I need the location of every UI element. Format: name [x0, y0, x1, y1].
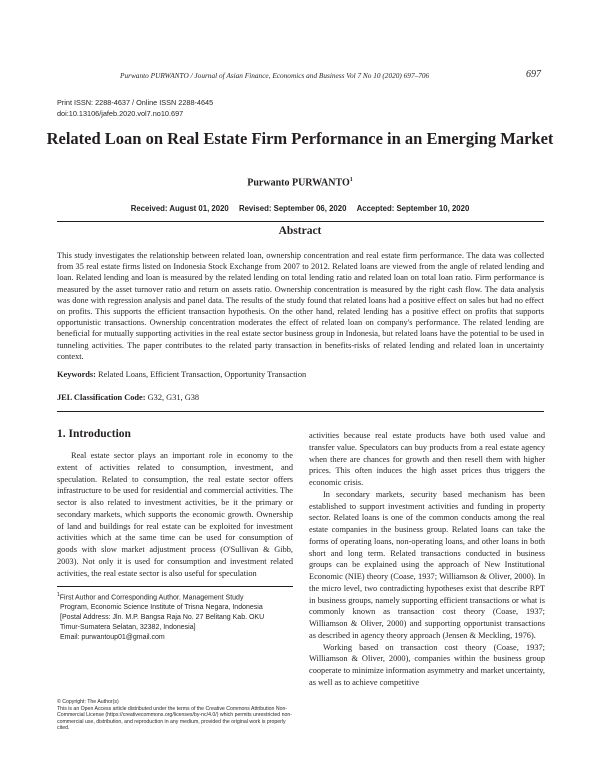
- page-number: 697: [526, 69, 541, 80]
- keywords-label: Keywords:: [57, 370, 96, 379]
- jel-value: G32, G31, G38: [147, 393, 200, 402]
- received-date: Received: August 01, 2020: [130, 204, 229, 213]
- jel-label: JEL Classification Code:: [57, 393, 146, 402]
- license-block: [57, 699, 293, 732]
- author-footnote: [57, 591, 293, 642]
- license-text: This is an Open Access article distributed under the terms of the Creative Commons Attribution Non-Commercial License (https://creativecommons.org/licenses/by-nc/4.0/) which permits unrestricted non-commercial use, distribution, and reproduction in any medium, provided the original work is properly cited.: [57, 705, 292, 732]
- intro-paragraph: Real estate sector plays an important role in economy to the extent of activities related to consumption, investment, and speculation. Related to consumption, the real estate sector offers infrastructure to be used for residential and commercial activities. The sector is also related to investment activities, be it the primary or secondary markets, which supports the economic growth. Ownership of land and buildings for real estate can be exploited for investment activities which at the same time can be used for consumption of goods with slow market adjustment process (O'Sullivan & Gibb, 2003). Not only it is used for consumption and investment related activities, the real estate sector is also useful for speculation: [57, 451, 293, 578]
- issn-block: [57, 98, 213, 119]
- intro-paragraph: In secondary markets, security based mechanism has been established to support investment activities and funding in property sector. Related loans is one of the common conducts among the real estate companies in the business group. Related loans can take the forms of operating loans, non-operating loans, and other loans in both short and long term. Related transactions conducted in business groups can be explained using the approach of New Institutional Economic (NIE) theory (Coase, 1937; Williamson & Oliver, 2000). In the micro level, two contradicting hypotheses exist that describe RPT in business groups, namely supporting efficient transactions or what is commonly known as transaction cost theory (Coase, 1937; Williamson & Oliver, 2000) and supporting opportunist transactions as described in agency theory approach (Jensen & Meckling, 1976).: [309, 489, 545, 640]
- left-column: [57, 450, 293, 579]
- footnote-rule: [57, 586, 293, 587]
- issn-line: Print ISSN: 2288-4637 / Online ISSN 2288-4645: [57, 98, 214, 107]
- running-header: Purwanto PURWANTO / Journal of Asian Finance, Economics and Business Vol 7 No 10 (2020) 697–706: [120, 71, 430, 80]
- dates-line: [40, 204, 560, 213]
- intro-paragraph-continued: activities because real estate products have both used value and transfer value. Speculators can buy products from a real estate agency when there are chances for growth and then resell them with higher prices. This often induces the high asset prices thus triggers the economic crisis.: [309, 431, 545, 487]
- abstract-heading: Abstract: [278, 225, 322, 237]
- doi-line: doi:10.13106/jafeb.2020.vol7.no10.697: [57, 108, 184, 118]
- copyright-line: © Copyright: The Author(s): [57, 699, 119, 705]
- author-name: Purwanto PURWANTO: [247, 177, 350, 189]
- footnote-line: [Postal Address: Jln. M.P. Bangsa Raja No. 27 Belitang Kab. OKU: [60, 613, 265, 621]
- abstract-bottom-rule: [57, 411, 544, 412]
- keywords-value: Related Loans, Efficient Transaction, Opportunity Transaction: [98, 370, 307, 379]
- jel-line: [57, 393, 544, 402]
- top-rule: [57, 221, 544, 222]
- article-title: Related Loan on Real Estate Firm Performance in an Emerging Market: [46, 129, 554, 148]
- section-heading-introduction: 1. Introduction: [57, 428, 131, 440]
- abstract-text: This study investigates the relationship between related loan, ownership concentration and real estate firm performance. The data was collected from 35 real estate firms listed on Indonesia Stock Exchange from 2007 to 2012. Related loans are viewed from the angle of related lending and loan. Related lending and loan is measured by the related lending on total lending ratio and related loan on total loan ratio. Firm performance is measured by the asset turnover ratio and return on assets ratio. Ownership concentration is measured by the right cash flow. The data analysis was done with regression analysis and panel data. The results of the study found that related loans had a positive effect on sales but had no effect on profits. This supports the efficient transaction hypothesis. On the other hand, related lending has a positive effect on profits that supports opportunistic transactions. Ownership concentration moderates the effect of related loan on company's performance. The related lending are beneficial for mutually supporting activities in the real estate sector business group in Indonesia, but related loans have the potential to be used in tunneling activities. The paper contributes to the related party transaction in benefits-risks of related lending and related loan in uncertainty context.: [57, 251, 544, 361]
- revised-date: Revised: September 06, 2020: [238, 204, 347, 213]
- footnote-mark: 1: [57, 592, 60, 598]
- footnote-line: Timur-Sumatera Selatan, 32382, Indonesia]: [60, 623, 196, 631]
- footnote-email: Email: purwantoup01@gmail.com: [60, 633, 165, 641]
- keywords-line: [57, 370, 544, 379]
- right-column: [309, 430, 545, 689]
- intro-paragraph: Working based on transaction cost theory (Coase, 1937; Williamson & Oliver, 2000), companies within the business group cooperate to minimize information asymmetry and market uncertainty, as well as to achieve competitive: [309, 642, 545, 687]
- footnote-line: $^1$First Author and Corresponding Author. Management Study: [57, 592, 244, 602]
- author-line: [40, 177, 560, 188]
- footnote-line: Program, Economic Science Institute of Trisna Negara, Indonesia: [60, 604, 263, 612]
- author-affiliation-mark: 1: [349, 177, 353, 183]
- accepted-date: Accepted: September 10, 2020: [356, 204, 470, 213]
